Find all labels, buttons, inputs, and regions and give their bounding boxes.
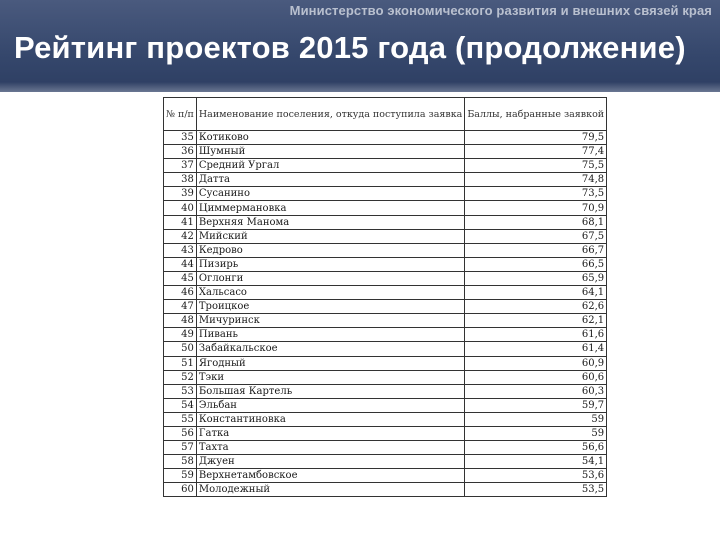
project-rating-table xyxy=(163,97,607,497)
slide-header xyxy=(0,0,720,92)
table-row xyxy=(164,159,607,173)
score-value: 66,5 xyxy=(465,257,607,271)
settlement-name: Циммермановка xyxy=(196,201,464,215)
settlement-name: Тахта xyxy=(196,441,464,455)
table-row xyxy=(164,426,607,440)
row-number: 48 xyxy=(164,314,197,328)
score-value: 74,8 xyxy=(465,173,607,187)
table-row xyxy=(164,314,607,328)
row-number: 38 xyxy=(164,173,197,187)
score-value: 61,4 xyxy=(465,342,607,356)
column-header-settlement: Наименование поселения, откуда поступила заявка xyxy=(196,98,464,131)
score-value: 59 xyxy=(465,426,607,440)
score-value: 56,6 xyxy=(465,441,607,455)
row-number: 53 xyxy=(164,384,197,398)
row-number: 59 xyxy=(164,469,197,483)
settlement-name: Джуен xyxy=(196,455,464,469)
table-row xyxy=(164,173,607,187)
table-row xyxy=(164,229,607,243)
settlement-name: Хальсасо xyxy=(196,286,464,300)
row-number: 45 xyxy=(164,271,197,285)
row-number: 60 xyxy=(164,483,197,497)
ministry-name: Министерство экономического развития и внешних связей края xyxy=(289,3,712,18)
table-row xyxy=(164,356,607,370)
row-number: 57 xyxy=(164,441,197,455)
score-value: 61,6 xyxy=(465,328,607,342)
table-row xyxy=(164,328,607,342)
table-row xyxy=(164,300,607,314)
column-header-score: Баллы, набранные заявкой xyxy=(465,98,607,131)
settlement-name: Пивань xyxy=(196,328,464,342)
row-number: 49 xyxy=(164,328,197,342)
row-number: 56 xyxy=(164,426,197,440)
score-value: 53,6 xyxy=(465,469,607,483)
score-value: 77,4 xyxy=(465,145,607,159)
row-number: 37 xyxy=(164,159,197,173)
score-value: 66,7 xyxy=(465,243,607,257)
table-row xyxy=(164,384,607,398)
row-number: 50 xyxy=(164,342,197,356)
settlement-name: Эльбан xyxy=(196,398,464,412)
settlement-name: Верхнетамбовское xyxy=(196,469,464,483)
settlement-name: Датта xyxy=(196,173,464,187)
table-header-row xyxy=(164,98,607,131)
row-number: 58 xyxy=(164,455,197,469)
settlement-name: Сусанино xyxy=(196,187,464,201)
table-row xyxy=(164,469,607,483)
row-number: 46 xyxy=(164,286,197,300)
table-row xyxy=(164,412,607,426)
settlement-name: Ягодный xyxy=(196,356,464,370)
score-value: 67,5 xyxy=(465,229,607,243)
settlement-name: Шумный xyxy=(196,145,464,159)
score-value: 70,9 xyxy=(465,201,607,215)
settlement-name: Пизирь xyxy=(196,257,464,271)
score-value: 68,1 xyxy=(465,215,607,229)
row-number: 47 xyxy=(164,300,197,314)
table-row xyxy=(164,271,607,285)
settlement-name: Константиновка xyxy=(196,412,464,426)
score-value: 53,5 xyxy=(465,483,607,497)
row-number: 35 xyxy=(164,131,197,145)
row-number: 40 xyxy=(164,201,197,215)
score-value: 64,1 xyxy=(465,286,607,300)
table-row xyxy=(164,215,607,229)
row-number: 36 xyxy=(164,145,197,159)
score-value: 79,5 xyxy=(465,131,607,145)
score-value: 62,6 xyxy=(465,300,607,314)
score-value: 60,6 xyxy=(465,370,607,384)
score-value: 60,9 xyxy=(465,356,607,370)
settlement-name: Большая Картель xyxy=(196,384,464,398)
table-row xyxy=(164,243,607,257)
row-number: 39 xyxy=(164,187,197,201)
score-value: 59,7 xyxy=(465,398,607,412)
settlement-name: Котиково xyxy=(196,131,464,145)
table-row xyxy=(164,398,607,412)
score-value: 73,5 xyxy=(465,187,607,201)
slide-title: Рейтинг проектов 2015 года (продолжение) xyxy=(14,30,686,65)
score-value: 75,5 xyxy=(465,159,607,173)
score-value: 60,3 xyxy=(465,384,607,398)
table-row xyxy=(164,441,607,455)
table-row xyxy=(164,145,607,159)
settlement-name: Мичуринск xyxy=(196,314,464,328)
settlement-name: Троицкое xyxy=(196,300,464,314)
settlement-name: Мийский xyxy=(196,229,464,243)
table-row xyxy=(164,187,607,201)
settlement-name: Забайкальское xyxy=(196,342,464,356)
score-value: 59 xyxy=(465,412,607,426)
row-number: 44 xyxy=(164,257,197,271)
row-number: 41 xyxy=(164,215,197,229)
table-row xyxy=(164,201,607,215)
settlement-name: Средний Ургал xyxy=(196,159,464,173)
row-number: 52 xyxy=(164,370,197,384)
table-row xyxy=(164,455,607,469)
settlement-name: Тэки xyxy=(196,370,464,384)
table-row xyxy=(164,286,607,300)
settlement-name: Оглонги xyxy=(196,271,464,285)
column-header-number: № п/п xyxy=(164,98,197,131)
settlement-name: Верхняя Манома xyxy=(196,215,464,229)
row-number: 55 xyxy=(164,412,197,426)
score-value: 54,1 xyxy=(465,455,607,469)
settlement-name: Молодежный xyxy=(196,483,464,497)
row-number: 43 xyxy=(164,243,197,257)
row-number: 42 xyxy=(164,229,197,243)
row-number: 51 xyxy=(164,356,197,370)
row-number: 54 xyxy=(164,398,197,412)
table-row xyxy=(164,483,607,497)
table-row xyxy=(164,131,607,145)
table-row xyxy=(164,257,607,271)
settlement-name: Гатка xyxy=(196,426,464,440)
score-value: 62,1 xyxy=(465,314,607,328)
score-value: 65,9 xyxy=(465,271,607,285)
settlement-name: Кедрово xyxy=(196,243,464,257)
table-row xyxy=(164,370,607,384)
table-row xyxy=(164,342,607,356)
